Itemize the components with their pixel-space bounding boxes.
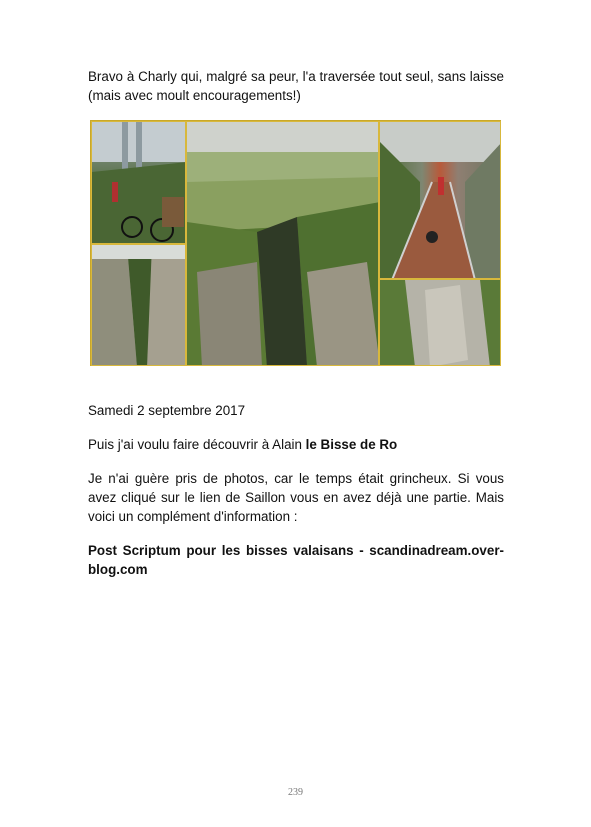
gorge-cliffs-photo: [91, 244, 186, 366]
paragraph-photos: Je n'ai guère pris de photos, car le temps était grincheux. Si vous avez cliqué sur le lien de Saillon vous en avez déjà une partie. Mais voici un complément d'information :: [88, 471, 504, 524]
photo-collage: [90, 120, 501, 366]
bridge-bikes-illustration: [92, 122, 186, 244]
paragraph-bisse-prefix: Puis j'ai voulu faire découvrir à Alain: [88, 437, 306, 452]
paragraph-charly: Bravo à Charly qui, malgré sa peur, l'a traversée tout seul, sans laisse (mais avec moult encouragements!): [88, 69, 504, 103]
gorge-cliffs-illustration: [92, 245, 186, 366]
paragraph-bisse: [88, 435, 504, 454]
bisse-de-ro-link[interactable]: le Bisse de Ro: [305, 437, 398, 452]
valley-aerial-illustration: [187, 122, 379, 366]
rock-face-photo: [379, 279, 501, 366]
date-heading: Samedi 2 septembre 2017: [88, 403, 246, 418]
suspension-bridge-bikes-photo: [91, 121, 186, 244]
bridge-walkway-photo: [379, 121, 501, 279]
walkway-illustration: [380, 122, 501, 279]
valley-gorge-aerial-photo: [186, 121, 379, 366]
rock-face-illustration: [380, 280, 501, 366]
postscript-link[interactable]: Post Scriptum pour les bisses valaisans - scandinadream.over-blog.com: [88, 543, 504, 577]
page-number: 239: [288, 787, 303, 798]
